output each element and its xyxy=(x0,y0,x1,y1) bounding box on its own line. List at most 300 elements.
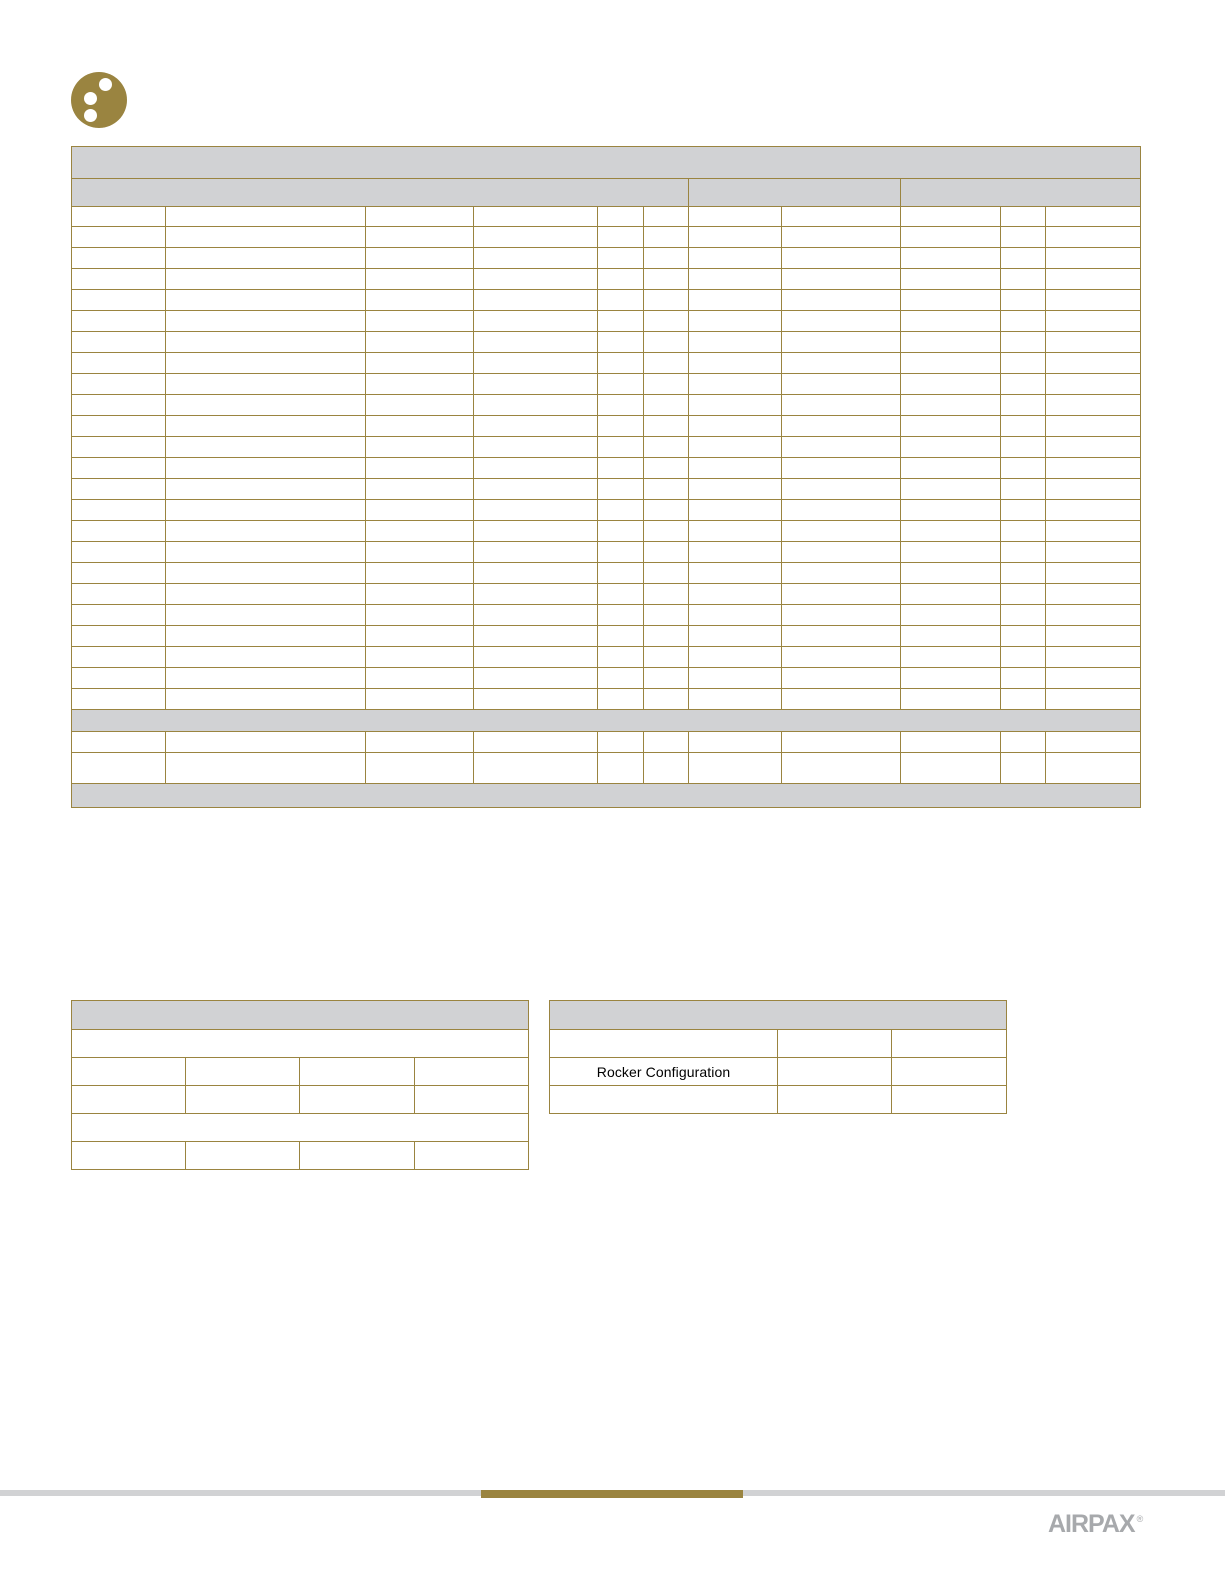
table-cell xyxy=(474,437,598,458)
table-cell xyxy=(1001,290,1046,311)
table-cell xyxy=(72,479,166,500)
table-cell xyxy=(901,584,1001,605)
table-cell xyxy=(166,563,366,584)
table-cell xyxy=(366,584,474,605)
table-cell xyxy=(689,668,782,689)
table-cell xyxy=(72,500,166,521)
table-cell xyxy=(474,668,598,689)
table-cell xyxy=(778,1030,892,1058)
table-cell xyxy=(782,207,901,227)
table-cell xyxy=(366,521,474,542)
brand-name: AIRPAX xyxy=(1048,1510,1135,1538)
table-cell xyxy=(1046,668,1141,689)
table-cell xyxy=(186,1142,300,1170)
table-cell xyxy=(474,647,598,668)
table-cell xyxy=(474,269,598,290)
table-cell xyxy=(689,753,782,784)
table-cell xyxy=(366,668,474,689)
table-cell xyxy=(474,753,598,784)
table-cell xyxy=(1046,353,1141,374)
table-row xyxy=(72,395,1141,416)
table-cell xyxy=(1046,416,1141,437)
table-cell xyxy=(1001,437,1046,458)
table-cell xyxy=(550,1030,778,1058)
table-cell xyxy=(644,311,689,332)
table-cell xyxy=(72,227,166,248)
table-cell xyxy=(1046,584,1141,605)
table-cell xyxy=(72,437,166,458)
table-cell xyxy=(72,753,166,784)
table-row xyxy=(72,269,1141,290)
table-cell xyxy=(366,248,474,269)
table-row xyxy=(72,248,1141,269)
table-cell xyxy=(366,290,474,311)
table-cell xyxy=(689,290,782,311)
table-cell xyxy=(598,689,644,710)
table-cell xyxy=(1046,479,1141,500)
table-cell xyxy=(644,374,689,395)
table-cell xyxy=(644,269,689,290)
table-cell xyxy=(366,753,474,784)
table-cell xyxy=(598,290,644,311)
table-cell xyxy=(366,458,474,479)
table-cell xyxy=(1046,500,1141,521)
table-cell xyxy=(1046,311,1141,332)
table-cell xyxy=(1001,500,1046,521)
table-cell xyxy=(166,753,366,784)
table-cell xyxy=(1046,563,1141,584)
table-cell xyxy=(550,1086,778,1114)
table-cell xyxy=(415,1086,529,1114)
table-cell xyxy=(186,1086,300,1114)
table-cell xyxy=(598,542,644,563)
table-cell xyxy=(644,563,689,584)
table-cell xyxy=(782,269,901,290)
table-cell xyxy=(644,500,689,521)
table-row xyxy=(72,668,1141,689)
logo-dot xyxy=(84,92,97,105)
table-cell xyxy=(782,500,901,521)
table-row xyxy=(72,458,1141,479)
table-cell xyxy=(1001,647,1046,668)
table-cell xyxy=(778,1086,892,1114)
table-cell xyxy=(1046,542,1141,563)
table-row xyxy=(72,563,1141,584)
table-row xyxy=(72,207,1141,227)
group-header xyxy=(72,179,689,207)
table-cell xyxy=(901,290,1001,311)
table-cell xyxy=(901,227,1001,248)
table-cell xyxy=(72,668,166,689)
table-row xyxy=(72,353,1141,374)
table-cell xyxy=(644,753,689,784)
table-cell xyxy=(1001,207,1046,227)
group-header xyxy=(901,179,1141,207)
table-cell xyxy=(598,207,644,227)
table-cell xyxy=(1046,437,1141,458)
table-cell xyxy=(72,207,166,227)
table-cell xyxy=(901,668,1001,689)
table-cell xyxy=(782,753,901,784)
table-cell xyxy=(474,563,598,584)
table-cell xyxy=(782,458,901,479)
table-cell xyxy=(778,1058,892,1086)
table-cell xyxy=(474,207,598,227)
table-cell xyxy=(474,311,598,332)
table-cell xyxy=(415,1142,529,1170)
table-cell xyxy=(72,290,166,311)
table-cell xyxy=(72,458,166,479)
table-cell xyxy=(782,227,901,248)
table-cell xyxy=(1046,605,1141,626)
table-cell xyxy=(474,542,598,563)
table-cell xyxy=(901,521,1001,542)
table-cell xyxy=(782,563,901,584)
table-cell xyxy=(72,542,166,563)
rocker-configuration-label: Rocker Configuration xyxy=(550,1058,778,1086)
table-cell xyxy=(689,626,782,647)
table-cell xyxy=(689,563,782,584)
table-cell xyxy=(598,753,644,784)
table-cell xyxy=(72,563,166,584)
table-cell xyxy=(901,753,1001,784)
table-cell xyxy=(689,353,782,374)
table-cell xyxy=(1046,227,1141,248)
table-cell xyxy=(689,689,782,710)
table-cell xyxy=(1001,416,1046,437)
table-cell xyxy=(166,437,366,458)
table-cell xyxy=(366,732,474,753)
table-row xyxy=(72,147,1141,179)
table-cell xyxy=(598,732,644,753)
table-cell xyxy=(782,584,901,605)
table-cell xyxy=(72,1142,186,1170)
table-cell xyxy=(1001,521,1046,542)
table-cell xyxy=(644,689,689,710)
table-cell xyxy=(644,626,689,647)
table-cell xyxy=(644,416,689,437)
table-cell xyxy=(892,1058,1007,1086)
table-cell xyxy=(782,732,901,753)
table-cell xyxy=(1001,626,1046,647)
table-cell xyxy=(72,689,166,710)
table-cell xyxy=(598,668,644,689)
table-cell xyxy=(300,1142,415,1170)
table-cell xyxy=(782,479,901,500)
table-cell xyxy=(1001,311,1046,332)
table-cell xyxy=(598,374,644,395)
table-row xyxy=(72,374,1141,395)
table-row xyxy=(72,479,1141,500)
table-title xyxy=(72,147,1141,179)
table-cell xyxy=(474,605,598,626)
table-cell xyxy=(689,227,782,248)
footer-divider-right xyxy=(743,1490,1225,1496)
table-cell xyxy=(782,605,901,626)
table-cell xyxy=(782,416,901,437)
table-cell xyxy=(1001,605,1046,626)
table-cell xyxy=(644,332,689,353)
table-row xyxy=(72,290,1141,311)
table-cell xyxy=(782,374,901,395)
table-cell xyxy=(72,1086,186,1114)
table-cell xyxy=(598,332,644,353)
table-cell xyxy=(474,521,598,542)
table-cell xyxy=(644,353,689,374)
table-row xyxy=(72,521,1141,542)
table-cell xyxy=(782,248,901,269)
table-cell xyxy=(366,563,474,584)
table-cell xyxy=(689,207,782,227)
table-cell xyxy=(644,207,689,227)
table-cell xyxy=(901,269,1001,290)
table-row xyxy=(72,500,1141,521)
table-cell xyxy=(1001,479,1046,500)
table-cell xyxy=(474,416,598,437)
table-cell xyxy=(366,542,474,563)
footer-divider-accent xyxy=(481,1490,743,1498)
table-cell xyxy=(166,605,366,626)
table-cell xyxy=(300,1058,415,1086)
table-cell xyxy=(166,500,366,521)
table-cell xyxy=(415,1058,529,1086)
table-cell xyxy=(474,353,598,374)
table-cell xyxy=(782,689,901,710)
table-cell xyxy=(782,311,901,332)
table-cell xyxy=(474,395,598,416)
table-cell xyxy=(1046,395,1141,416)
table-cell xyxy=(1046,753,1141,784)
table-cell xyxy=(366,689,474,710)
airpax-logo xyxy=(1048,1510,1144,1539)
table-cell xyxy=(1001,227,1046,248)
table-cell xyxy=(598,269,644,290)
table-footer xyxy=(72,784,1141,808)
table-cell xyxy=(598,227,644,248)
table-cell xyxy=(366,374,474,395)
table-cell xyxy=(782,437,901,458)
table-cell xyxy=(474,732,598,753)
table-cell xyxy=(72,353,166,374)
table-cell xyxy=(901,458,1001,479)
table-cell xyxy=(474,689,598,710)
table-cell xyxy=(1046,458,1141,479)
table-cell xyxy=(166,542,366,563)
table-cell xyxy=(474,332,598,353)
table-cell xyxy=(901,311,1001,332)
table-cell xyxy=(72,269,166,290)
table-row xyxy=(72,416,1141,437)
table-cell xyxy=(166,584,366,605)
table-cell xyxy=(782,395,901,416)
table-cell xyxy=(1001,668,1046,689)
table-cell xyxy=(689,311,782,332)
table-cell xyxy=(72,374,166,395)
table-cell xyxy=(166,332,366,353)
table-cell xyxy=(72,395,166,416)
table-cell xyxy=(474,374,598,395)
table-cell xyxy=(598,584,644,605)
table-cell xyxy=(644,227,689,248)
table-cell xyxy=(366,479,474,500)
logo-dot xyxy=(84,109,97,122)
table-cell xyxy=(166,689,366,710)
table-cell xyxy=(689,416,782,437)
right-spec-table xyxy=(549,1000,1007,1114)
table-cell xyxy=(598,458,644,479)
table-cell xyxy=(166,458,366,479)
table-cell xyxy=(166,521,366,542)
table-cell xyxy=(1046,248,1141,269)
table-cell xyxy=(782,353,901,374)
table-subheader xyxy=(72,1030,529,1058)
table-cell xyxy=(901,248,1001,269)
table-cell xyxy=(782,332,901,353)
table-cell xyxy=(72,1058,186,1086)
table-cell xyxy=(892,1086,1007,1114)
table-cell xyxy=(689,437,782,458)
table-cell xyxy=(166,311,366,332)
table-cell xyxy=(598,437,644,458)
table-cell xyxy=(782,668,901,689)
table-row xyxy=(72,332,1141,353)
table-cell xyxy=(1001,269,1046,290)
table-cell xyxy=(1046,332,1141,353)
table-cell xyxy=(598,248,644,269)
table-cell xyxy=(598,647,644,668)
table-cell xyxy=(689,500,782,521)
table-cell xyxy=(901,416,1001,437)
table-cell xyxy=(644,542,689,563)
footer-divider-left xyxy=(0,1490,481,1496)
table-cell xyxy=(901,500,1001,521)
table-cell xyxy=(901,437,1001,458)
table-cell xyxy=(1001,732,1046,753)
table-cell xyxy=(366,500,474,521)
table-cell xyxy=(366,207,474,227)
table-cell xyxy=(598,311,644,332)
table-row xyxy=(72,227,1141,248)
table-row xyxy=(72,626,1141,647)
table-cell xyxy=(166,479,366,500)
table-cell xyxy=(644,395,689,416)
table-cell xyxy=(901,353,1001,374)
table-cell xyxy=(782,290,901,311)
table-cell xyxy=(474,227,598,248)
table-cell xyxy=(782,521,901,542)
table-cell xyxy=(166,416,366,437)
table-cell xyxy=(366,311,474,332)
table-cell xyxy=(72,732,166,753)
table-cell xyxy=(166,248,366,269)
table-cell xyxy=(474,500,598,521)
table-cell xyxy=(72,248,166,269)
table-cell xyxy=(689,269,782,290)
table-row xyxy=(72,179,1141,207)
table-cell xyxy=(72,311,166,332)
table-cell xyxy=(901,479,1001,500)
table-cell xyxy=(474,584,598,605)
table-cell xyxy=(598,416,644,437)
table-cell xyxy=(598,605,644,626)
table-cell xyxy=(366,395,474,416)
table-cell xyxy=(474,290,598,311)
table-cell xyxy=(901,332,1001,353)
table-cell xyxy=(1001,753,1046,784)
table-cell xyxy=(901,626,1001,647)
table-cell xyxy=(644,584,689,605)
table-cell xyxy=(644,732,689,753)
table-cell xyxy=(474,458,598,479)
table-cell xyxy=(598,521,644,542)
table-cell xyxy=(644,647,689,668)
table-cell xyxy=(166,290,366,311)
table-subheader xyxy=(72,1114,529,1142)
table-cell xyxy=(689,248,782,269)
table-cell xyxy=(72,416,166,437)
table-cell xyxy=(598,500,644,521)
table-cell xyxy=(366,353,474,374)
logo-dot xyxy=(99,78,112,91)
table-cell xyxy=(1001,248,1046,269)
table-cell xyxy=(689,605,782,626)
table-cell xyxy=(689,584,782,605)
table-cell xyxy=(644,437,689,458)
table-cell xyxy=(166,732,366,753)
table-cell xyxy=(1046,290,1141,311)
table-cell xyxy=(366,626,474,647)
table-cell xyxy=(901,395,1001,416)
table-cell xyxy=(1046,269,1141,290)
table-row xyxy=(72,689,1141,710)
table-cell xyxy=(1001,689,1046,710)
table-cell xyxy=(901,563,1001,584)
table-row xyxy=(72,605,1141,626)
table-cell xyxy=(72,605,166,626)
table-cell xyxy=(689,458,782,479)
table-cell xyxy=(644,605,689,626)
section-header xyxy=(72,710,1141,732)
table-cell xyxy=(689,374,782,395)
table-cell xyxy=(644,290,689,311)
table-row xyxy=(72,784,1141,808)
table-row xyxy=(72,437,1141,458)
table-cell xyxy=(689,647,782,668)
table-cell xyxy=(598,563,644,584)
table-cell xyxy=(901,542,1001,563)
brand-logo-icon xyxy=(71,72,127,128)
table-row xyxy=(72,732,1141,753)
table-cell xyxy=(474,626,598,647)
table-header xyxy=(72,1001,529,1030)
table-cell xyxy=(1001,563,1046,584)
table-cell xyxy=(1046,689,1141,710)
table-cell xyxy=(689,479,782,500)
table-cell xyxy=(1046,521,1141,542)
table-cell xyxy=(644,248,689,269)
table-cell xyxy=(1001,584,1046,605)
table-cell xyxy=(366,605,474,626)
table-cell xyxy=(166,668,366,689)
table-cell xyxy=(166,269,366,290)
table-cell xyxy=(901,207,1001,227)
table-cell xyxy=(1046,626,1141,647)
table-cell xyxy=(186,1058,300,1086)
table-cell xyxy=(72,584,166,605)
table-cell xyxy=(782,626,901,647)
table-cell xyxy=(166,626,366,647)
group-header xyxy=(689,179,901,207)
